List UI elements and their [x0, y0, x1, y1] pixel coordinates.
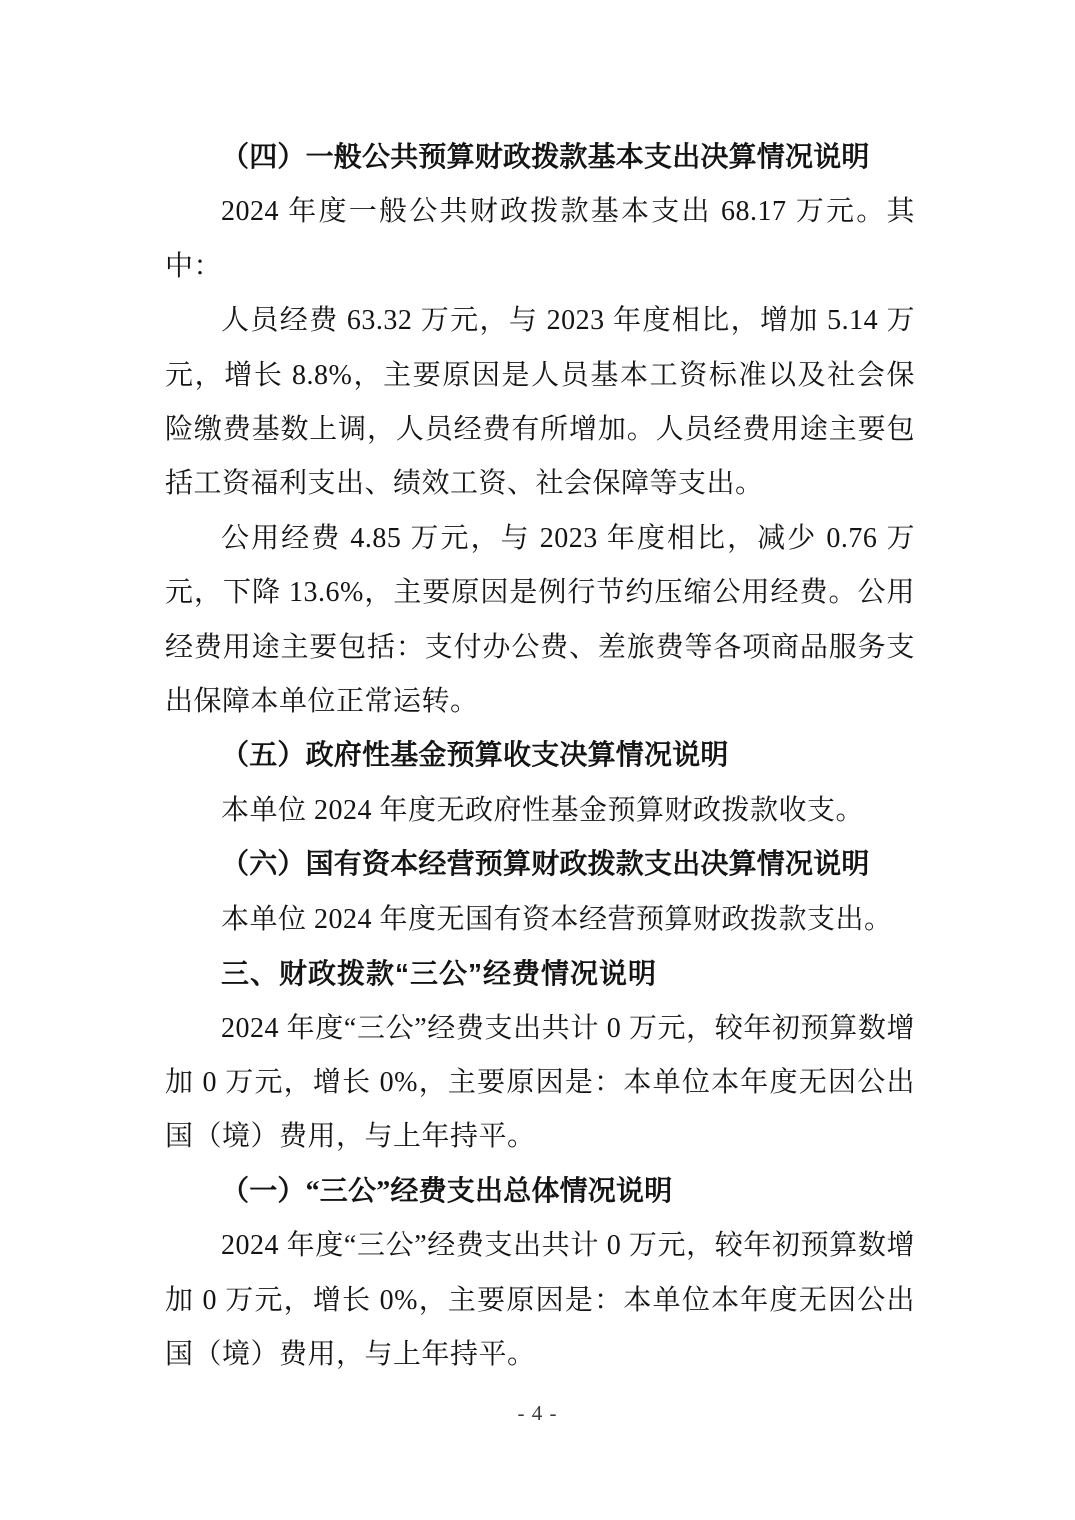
paragraph-personnel-expense: 人员经费 63.32 万元，与 2023 年度相比，增加 5.14 万元，增长 8.8%，主要原因是人员基本工资标准以及社会保险缴费基数上调，人员经费有所增加。人员经费用途主要包括工资福利支出、绩效工资、社会保障等支出。 — [165, 305, 915, 500]
paragraph-three-public-funds-summary: 2024 年度“三公”经费支出共计 0 万元，较年初预算数增加 0 万元，增长 0%，主要原因是：本单位本年度无因公出国（境）费用，与上年持平。 — [165, 1012, 915, 1153]
heading-section-6-state-capital: （六）国有资本经营预算财政拨款支出决算情况说明 — [221, 849, 870, 881]
paragraph-three-public-overall: 2024 年度“三公”经费支出共计 0 万元，较年初预算数增加 0 万元，增长 0%，主要原因是：本单位本年度无因公出国（境）费用，与上年持平。 — [165, 1230, 915, 1370]
paragraph-basic-expenditure-total: 2024 年度一般公共财政拨款基本支出 68.17 万元。其中： — [165, 196, 915, 282]
heading-section-3-three-public-funds: 三、财政拨款“三公”经费情况说明 — [221, 958, 658, 990]
paragraph-state-capital-none: 本单位 2024 年度无国有资本经营预算财政拨款支出。 — [221, 903, 893, 935]
page-number: - 4 - — [517, 1401, 558, 1425]
heading-section-5-government-fund: （五）政府性基金预算收支决算情况说明 — [221, 740, 729, 772]
paragraph-government-fund-none: 本单位 2024 年度无政府性基金预算财政拨款收支。 — [221, 794, 865, 826]
heading-section-4-basic-expenditure: （四）一般公共预算财政拨款基本支出决算情况说明 — [221, 142, 870, 173]
document-body — [165, 131, 915, 1382]
paragraph-public-expense: 公用经费 4.85 万元，与 2023 年度相比，减少 0.76 万元，下降 13.6%，主要原因是例行节约压缩公用经费。公用经费用途主要包括：支付办公费、差旅费等各项商品服务支出保障本单位正常运转。 — [165, 522, 915, 718]
heading-subsection-1-three-public-overall: （一）“三公”经费支出总体情况说明 — [221, 1175, 673, 1207]
